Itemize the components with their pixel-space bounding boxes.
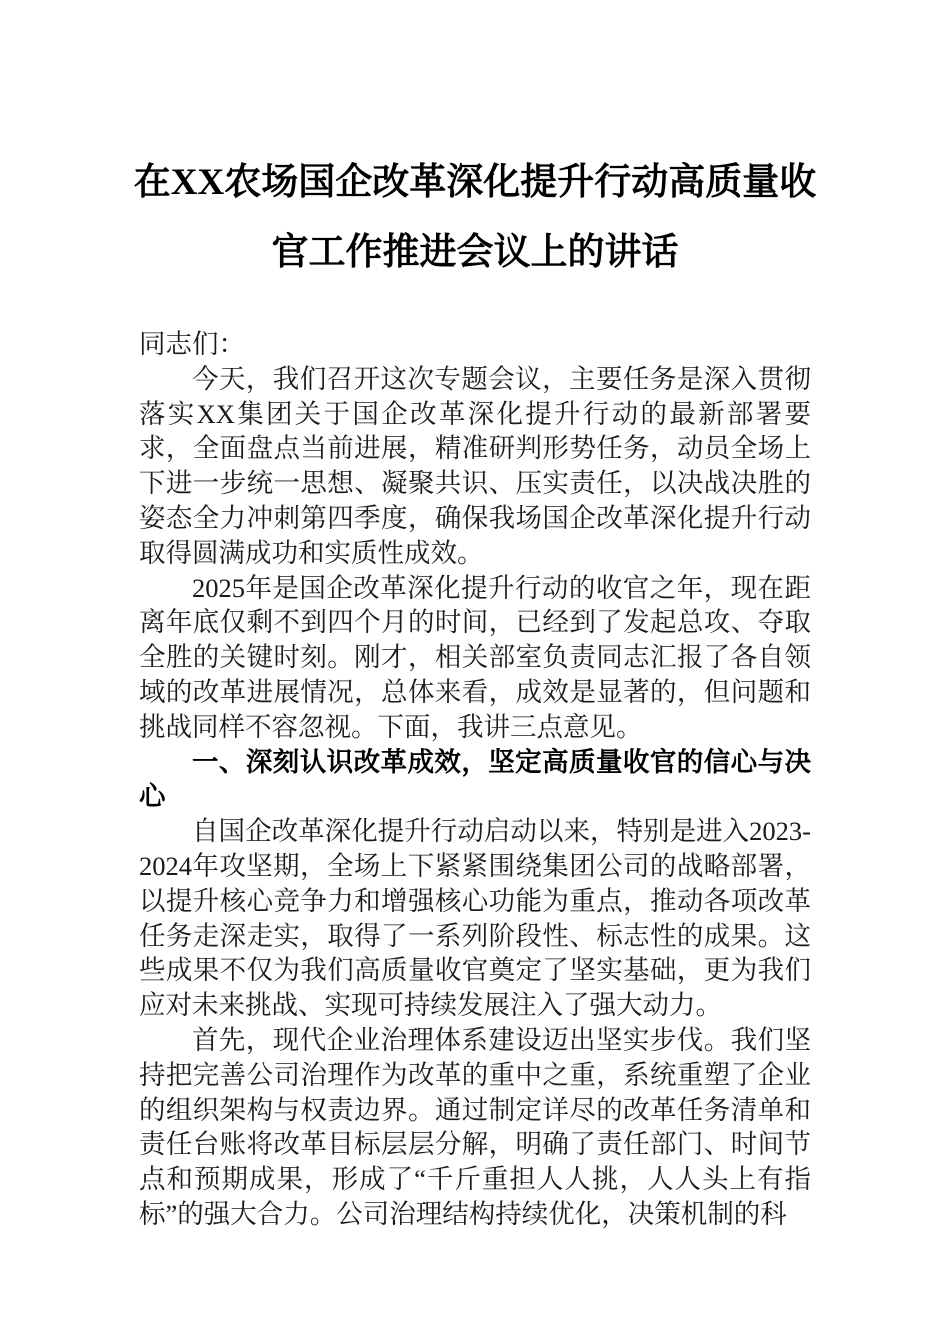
salutation: 同志们： bbox=[139, 329, 245, 359]
document-title: 在XX农场国企改革深化提升行动高质量收官工作推进会议上的讲话 bbox=[133, 162, 817, 273]
paragraph-governance: 首先，现代企业治理体系建设迈出坚实步伐。我们坚持把完善公司治理作为改革的重中之重，系统重塑了企业的组织架构与权责边界。通过制定详尽的改革任务清单和责任台账将改革目标层层分解，明确了责任部门、时间节点和预期成果，形成了“千斤重担人人挑，人人头上有指标”的强大合力。公司治理结构持续优化，决策机制的科 bbox=[139, 1024, 811, 1229]
paragraph-opening: 今天，我们召开这次专题会议，主要任务是深入贯彻落实XX集团关于国企改革深化提升行动的最新部署要求，全面盘点当前进展，精准研判形势任务，动员全场上下进一步统一思想、凝聚共识、压实责任，以决战决胜的姿态全力冲刺第四季度，确保我场国企改革深化提升行动取得圆满成功和实质性成效。 bbox=[139, 363, 811, 568]
paragraph-achievements: 自国企改革深化提升行动启动以来，特别是进入2023-2024年攻坚期，全场上下紧紧围绕集团公司的战略部署，以提升核心竞争力和增强核心功能为重点，推动各项改革任务走深走实，取得了一系列阶段性、标志性的成果。这些成果不仅为我们高质量收官奠定了坚实基础，更为我们应对未来挑战、实现可持续发展注入了强大动力。 bbox=[139, 816, 811, 1021]
document-body bbox=[139, 327, 811, 1232]
paragraph-context: 2025年是国企改革深化提升行动的收官之年，现在距离年底仅剩不到四个月的时间，已经到了发起总攻、夺取全胜的关键时刻。刚才，相关部室负责同志汇报了各自领域的改革进展情况，总体来看，成效是显著的，但问题和挑战同样不容忽视。下面，我讲三点意见。 bbox=[139, 572, 811, 742]
section-heading-1: 一、深刻认识改革成效，坚定高质量收官的信心与决心 bbox=[139, 746, 811, 812]
